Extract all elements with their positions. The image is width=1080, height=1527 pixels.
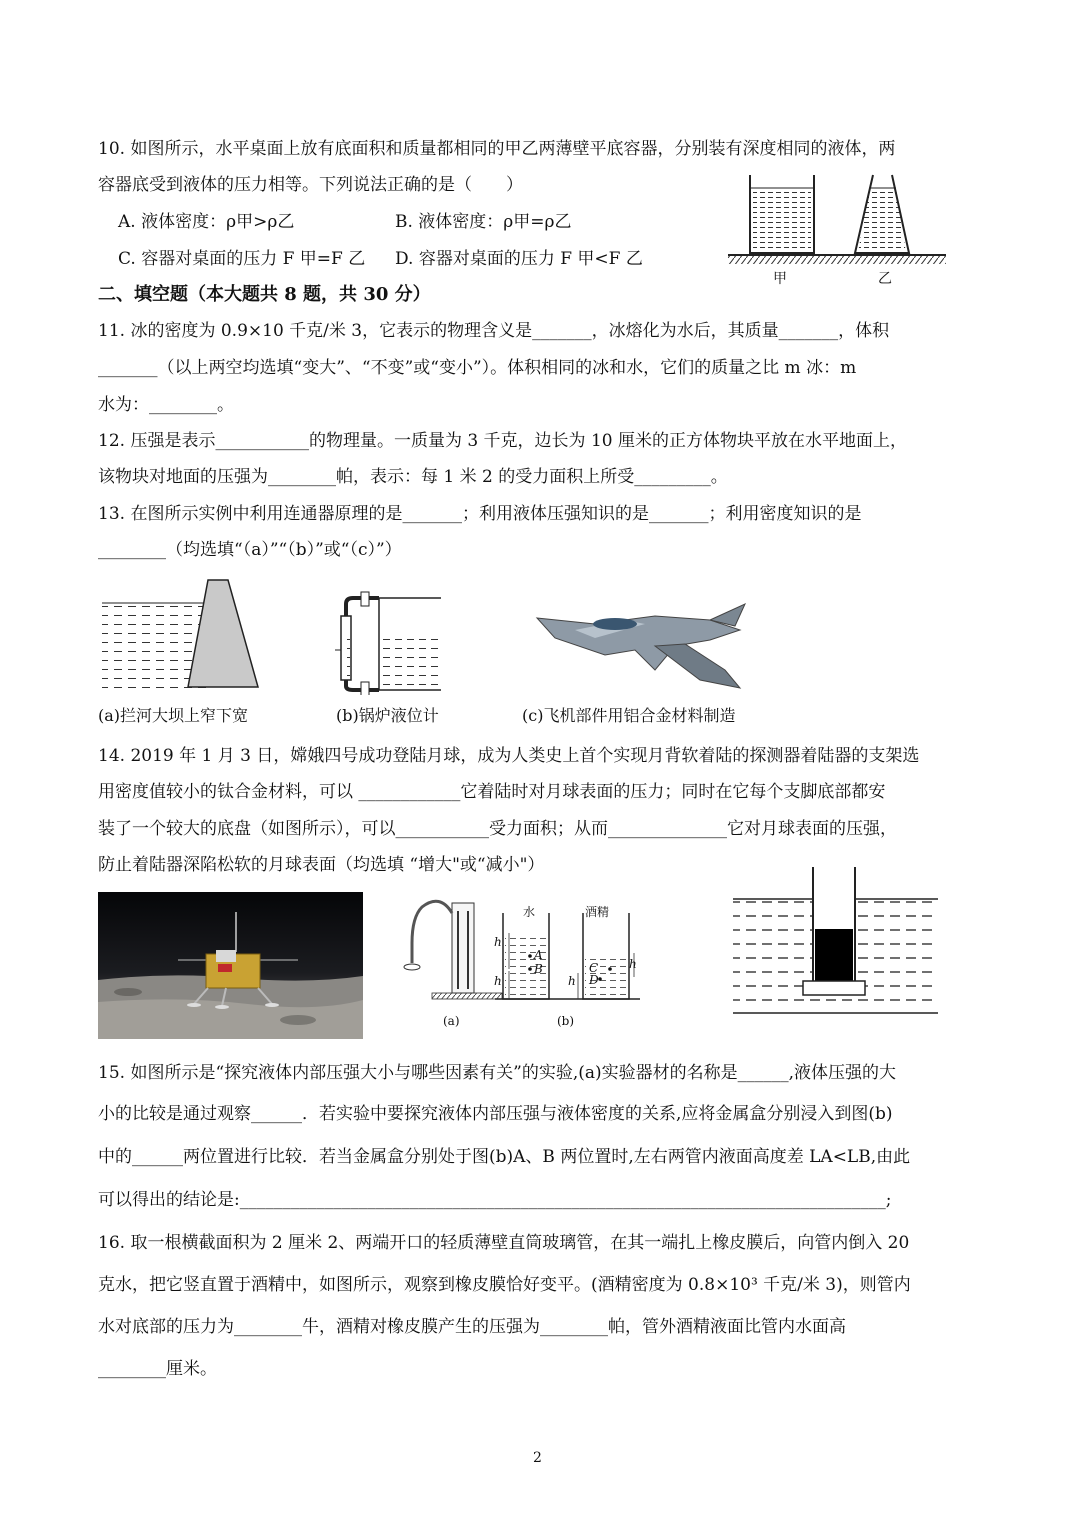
q14-line1: 14. 2019 年 1 月 3 日，嫦娥四号成功登陆月球，成为人类史上首个实现月背软着陆的探测器着陆器的支架选 bbox=[98, 746, 920, 766]
q13-line2: ________（均选填“（a）”“（b）”或“（c）”） bbox=[98, 540, 402, 560]
q10-line1: 10. 如图所示，水平桌面上放有底面积和质量都相同的甲乙两薄壁平底容器，分别装有深度相同的液体，两 bbox=[98, 139, 896, 159]
boiler-gauge-figure bbox=[335, 590, 445, 695]
q11-line2: _______（以上两空均选填“变大”、“不变”或“变小”）。体积相同的冰和水，它们的质量之比 m 冰：m bbox=[98, 358, 857, 378]
tube-in-alcohol-figure bbox=[730, 867, 940, 1015]
q12-line2: 该物块对地面的压强为________帕，表示：每 1 米 2 的受力面积上所受_________。 bbox=[98, 467, 728, 487]
q10-option-b: B. 液体密度：ρ甲=ρ乙 bbox=[395, 212, 572, 232]
fig-point-b: B bbox=[534, 962, 543, 976]
q16-line4: ________厘米。 bbox=[98, 1359, 217, 1379]
q16-line2: 克水，把它竖直置于酒精中，如图所示，观察到橡皮膜恰好变平。(酒精密度为 0.8×10³ 千克/米 3)，则管内 bbox=[98, 1275, 911, 1295]
q12-line1: 12. 压强是表示___________的物理量。一质量为 3 千克，边长为 10 厘米的正方体物块平放在水平地面上， bbox=[98, 431, 908, 451]
container-jia-liquid bbox=[753, 188, 811, 253]
dam-wall bbox=[188, 580, 258, 687]
q14-line2: 用密度值较小的钛合金材料，可以 ____________它着陆时对月球表面的压力；同时在它每个支脚底部都安 bbox=[98, 782, 886, 802]
section-title: 二、填空题（本大题共 8 题，共 30 分） bbox=[98, 284, 431, 305]
fig-point-d: D bbox=[589, 973, 599, 987]
fig-h4: h bbox=[629, 957, 637, 971]
label-jia: 甲 bbox=[773, 271, 787, 287]
q16-line3: 水对底部的压力为________牛，酒精对橡皮膜产生的压强为________帕，管外酒精液面比管内水面高 bbox=[98, 1317, 846, 1337]
container-yi-liquid bbox=[858, 188, 906, 253]
caption-c: (c)飞机部件用铝合金材料制造 bbox=[522, 706, 736, 725]
page-number: 2 bbox=[533, 1450, 542, 1466]
caption-b: (b)锅炉液位计 bbox=[336, 706, 439, 725]
caption-a: (a)拦河大坝上窄下宽 bbox=[98, 706, 249, 725]
fig-h2: h bbox=[494, 974, 502, 988]
label-yi: 乙 bbox=[878, 271, 892, 287]
lunar-lander-photo bbox=[98, 892, 363, 1039]
q14-line4: 防止着陆器深陷松软的月球表面（均选填 “增大"或“减小"） bbox=[98, 855, 545, 875]
rubber-membrane bbox=[803, 981, 865, 995]
q10-option-d: D. 容器对桌面的压力 F 甲<F 乙 bbox=[395, 249, 643, 269]
q11-line1: 11. 冰的密度为 0.9×10 千克/米 3，它表示的物理含义是_______，冰熔化为水后，其质量_______，体积 bbox=[98, 321, 890, 341]
q14-line3: 装了一个较大的底盘（如图所示），可以___________受力面积；从而______________它对月球表面的压强， bbox=[98, 819, 897, 839]
q11-line3: 水为：________。 bbox=[98, 395, 234, 415]
q10-option-c: C. 容器对桌面的压力 F 甲=F 乙 bbox=[118, 249, 366, 269]
q15-line2: 小的比较是通过观察______．若实验中要探究液体内部压强与液体密度的关系,应将金属盒分别浸入到图(b) bbox=[98, 1104, 893, 1124]
fig-h3: h bbox=[568, 974, 576, 988]
fig-label-alcohol: 酒精 bbox=[585, 905, 610, 919]
q15-line1: 15. 如图所示是“探究液体内部压强大小与哪些因素有关”的实验,(a)实验器材的名称是______,液体压强的大 bbox=[98, 1063, 897, 1083]
q10-containers-figure bbox=[728, 170, 950, 290]
q10-option-a: A. 液体密度：ρ甲>ρ乙 bbox=[118, 212, 295, 232]
q10-line2: 容器底受到液体的压力相等。下列说法正确的是（ ） bbox=[98, 175, 523, 195]
q15-line3: 中的______两位置进行比较．若当金属盒分别处于图(b)A、B 两位置时,左右两管内液面高度差 LA<LB,由此 bbox=[98, 1147, 911, 1167]
fig-label-water: 水 bbox=[523, 905, 536, 919]
dam-figure bbox=[100, 575, 260, 690]
q15-line4: 可以得出的结论是:____________________________________________________________________________; bbox=[98, 1190, 892, 1210]
fig-point-c: C bbox=[589, 961, 599, 975]
fig-h1: h bbox=[494, 935, 502, 949]
q13-line1: 13. 在图所示实例中利用连通器原理的是_______；利用液体压强知识的是_______；利用密度知识的是 bbox=[98, 504, 862, 524]
airplane-figure bbox=[535, 600, 750, 695]
fig-caption-b: (b) bbox=[557, 1014, 575, 1028]
fig-caption-a: (a) bbox=[443, 1014, 460, 1028]
fig-point-a: A bbox=[534, 948, 543, 962]
q16-line1: 16. 取一根横截面积为 2 厘米 2、两端开口的轻质薄壁直筒玻璃管，在其一端扎上橡皮膜后，向管内倒入 20 bbox=[98, 1233, 910, 1253]
water-column bbox=[815, 929, 853, 981]
